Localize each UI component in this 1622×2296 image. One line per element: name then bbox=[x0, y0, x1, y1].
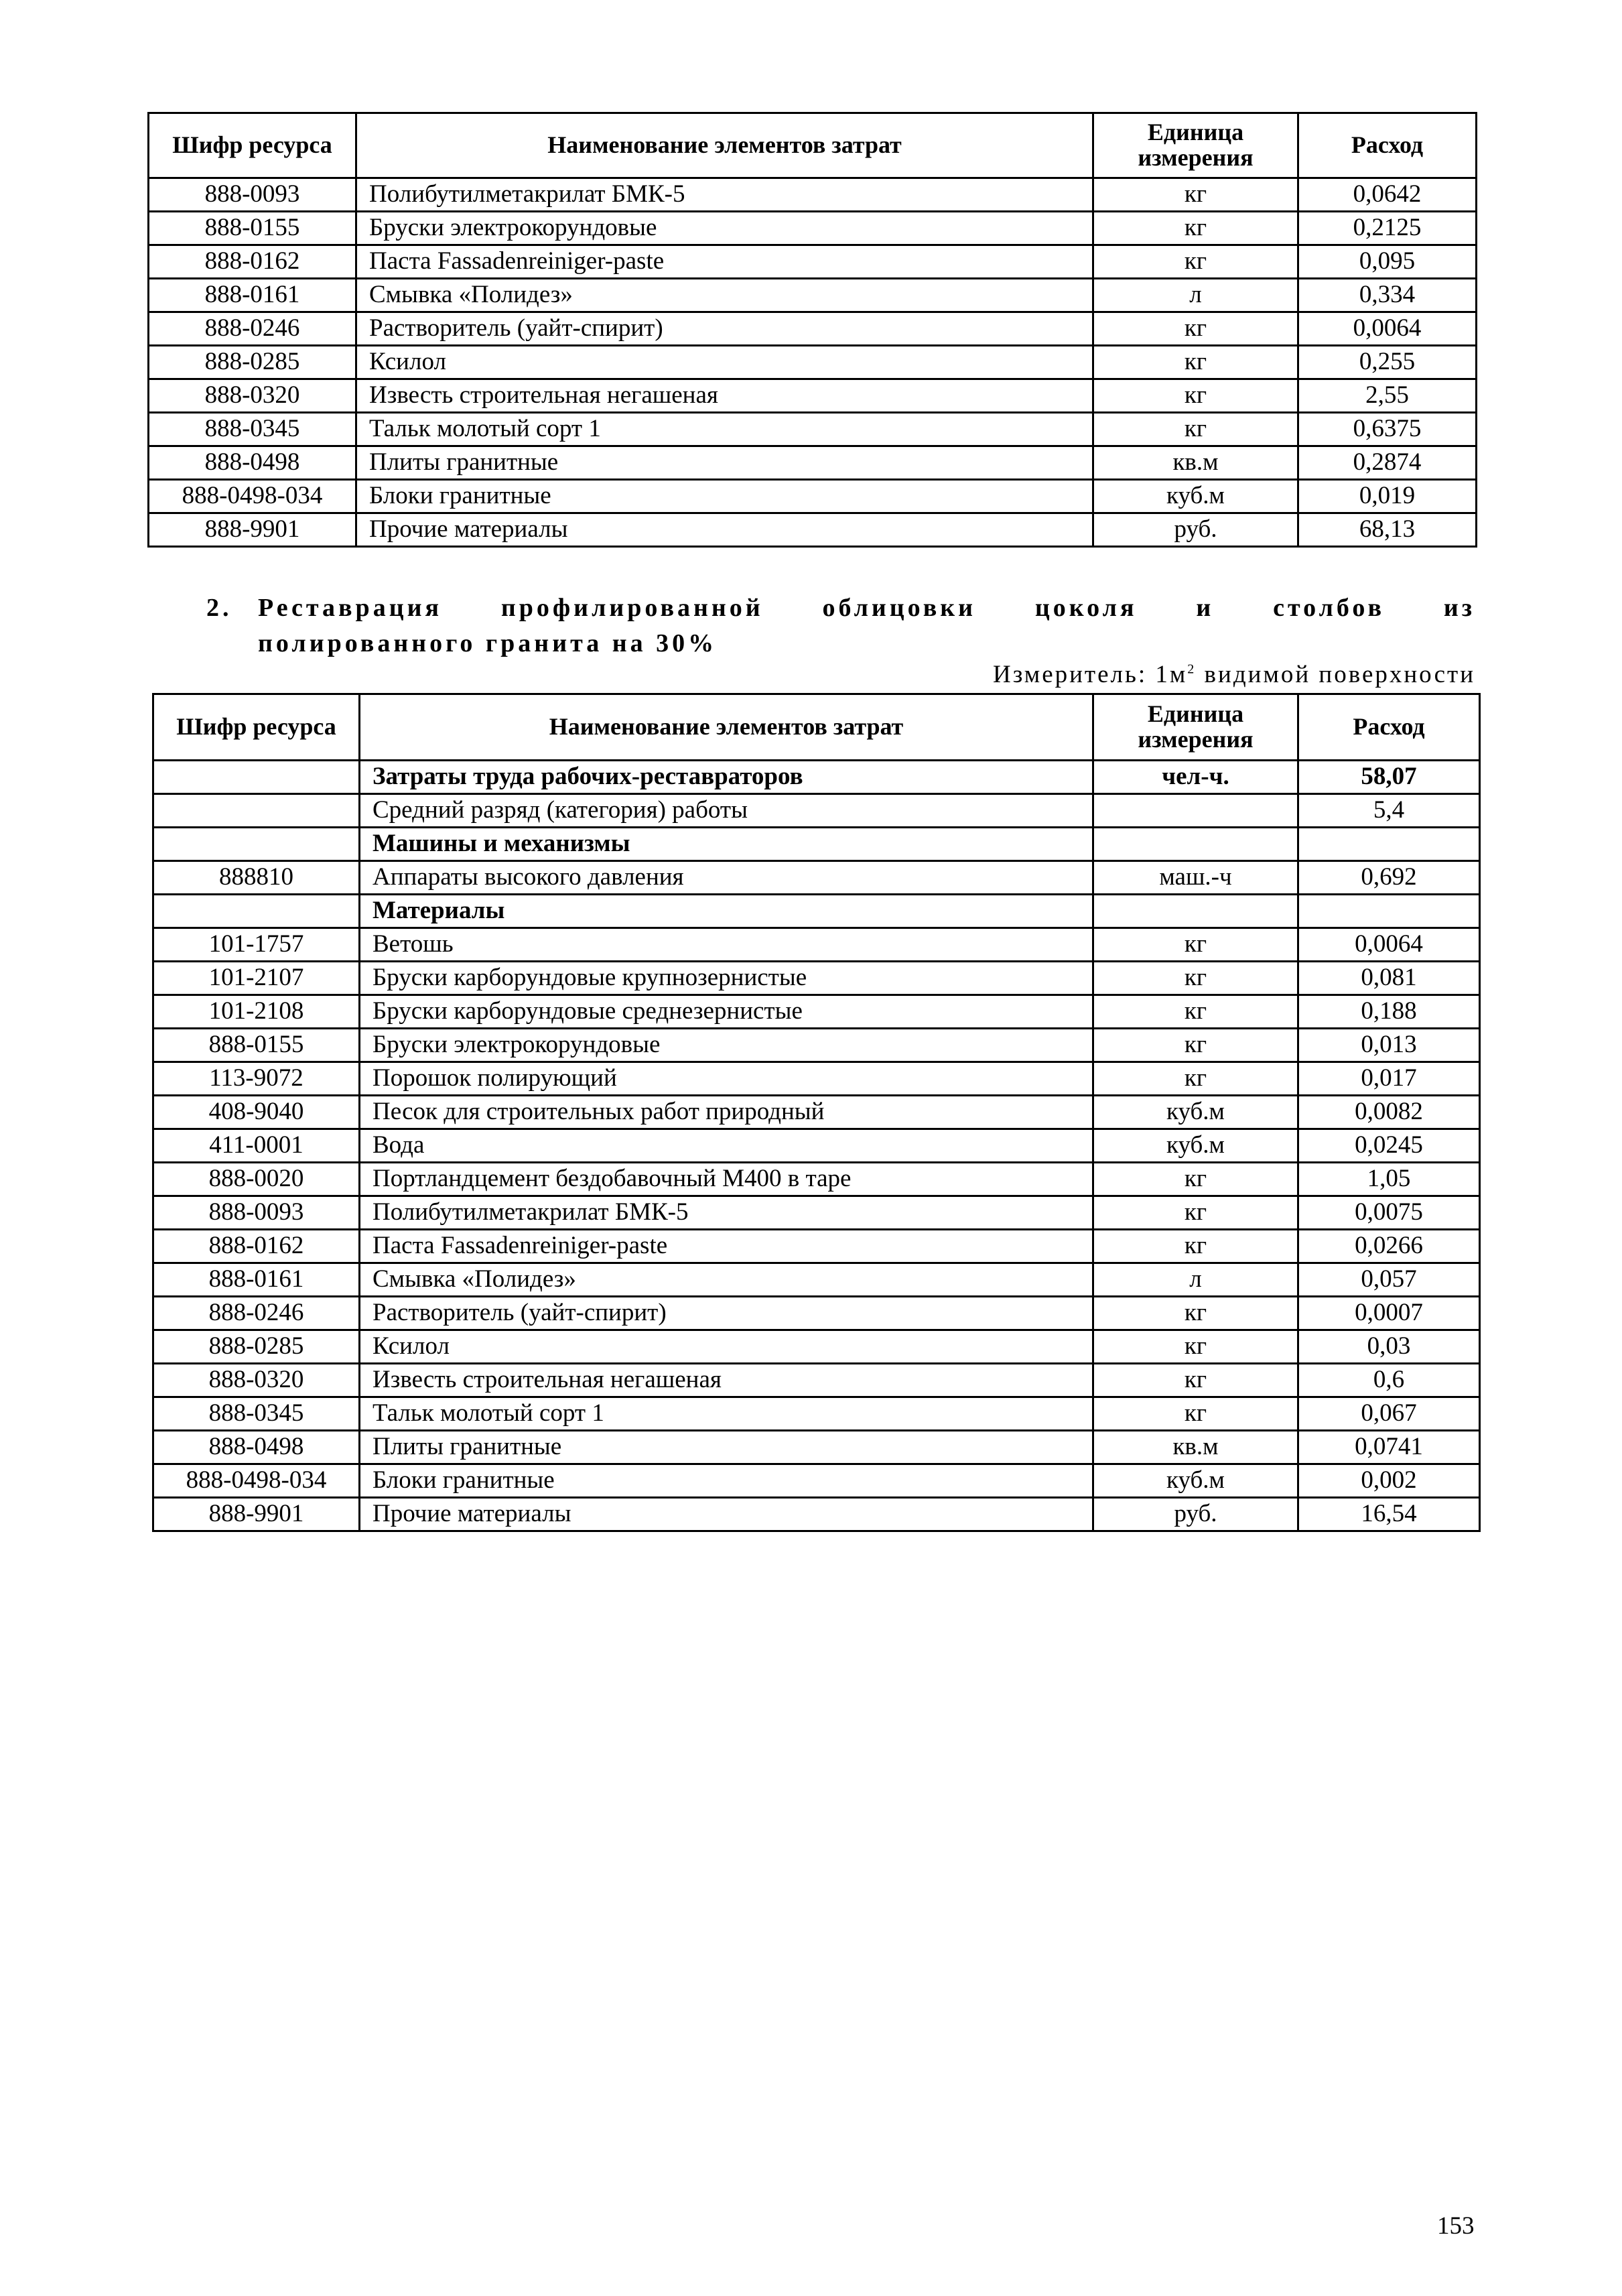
cell-name: Ксилол bbox=[360, 1330, 1093, 1364]
cell-amount: 0,6375 bbox=[1298, 413, 1477, 446]
cell-code: 888-0320 bbox=[153, 1364, 360, 1397]
header-name: Наименование элементов затрат bbox=[360, 694, 1093, 761]
cell-name: Ветошь bbox=[360, 928, 1093, 962]
cell-unit: куб.м bbox=[1093, 480, 1298, 513]
section-number: 2. bbox=[206, 594, 232, 622]
cell-code: 101-2108 bbox=[153, 995, 360, 1029]
header-code: Шифр ресурса bbox=[153, 694, 360, 761]
cell-unit: кг bbox=[1093, 212, 1298, 245]
table-row bbox=[149, 245, 1477, 279]
table-row bbox=[153, 1196, 1480, 1230]
cell-unit: куб.м bbox=[1093, 1464, 1298, 1498]
table-row bbox=[149, 413, 1477, 446]
cell-unit: кг bbox=[1093, 995, 1298, 1029]
table-row bbox=[149, 446, 1477, 480]
cell-unit: кг bbox=[1093, 1029, 1298, 1062]
section-title-line2: полированного гранита на 30% bbox=[258, 629, 718, 657]
cell-code: 888-0155 bbox=[153, 1029, 360, 1062]
cell-code: 888-0285 bbox=[153, 1330, 360, 1364]
cell-unit: л bbox=[1093, 1263, 1298, 1297]
cell-amount: 0,067 bbox=[1298, 1397, 1480, 1431]
table-row bbox=[153, 962, 1480, 995]
table-row bbox=[149, 178, 1477, 212]
table-row bbox=[153, 1397, 1480, 1431]
cell-name: Средний разряд (категория) работы bbox=[360, 794, 1093, 828]
table-row bbox=[149, 212, 1477, 245]
cell-unit: кг bbox=[1093, 1364, 1298, 1397]
cell-code: 101-1757 bbox=[153, 928, 360, 962]
cell-code: 888-0498-034 bbox=[149, 480, 356, 513]
table-row bbox=[153, 1330, 1480, 1364]
cell-name: Машины и механизмы bbox=[360, 828, 1093, 861]
cell-unit: кг bbox=[1093, 928, 1298, 962]
cell-amount: 0,6 bbox=[1298, 1364, 1480, 1397]
cell-code: 888-0161 bbox=[149, 279, 356, 312]
cell-unit: кг bbox=[1093, 1330, 1298, 1364]
table-row bbox=[149, 379, 1477, 413]
table-row bbox=[153, 794, 1480, 828]
cell-amount: 0,019 bbox=[1298, 480, 1477, 513]
table-row bbox=[153, 895, 1480, 928]
cell-code: 888-0162 bbox=[153, 1230, 360, 1263]
cell-unit: кг bbox=[1093, 1163, 1298, 1196]
cell-name: Тальк молотый сорт 1 bbox=[360, 1397, 1093, 1431]
cell-amount: 0,017 bbox=[1298, 1062, 1480, 1096]
cell-unit bbox=[1093, 828, 1298, 861]
table-row bbox=[153, 1464, 1480, 1498]
cell-code: 888-0155 bbox=[149, 212, 356, 245]
cell-code: 888-0285 bbox=[149, 346, 356, 379]
table-row bbox=[153, 1129, 1480, 1163]
measure-unit bbox=[993, 660, 1475, 689]
cell-name: Ксилол bbox=[356, 346, 1093, 379]
cell-amount: 0,255 bbox=[1298, 346, 1477, 379]
table-row bbox=[153, 1230, 1480, 1263]
cell-unit: чел-ч. bbox=[1093, 761, 1298, 794]
cell-name: Паста Fassadenreiniger-paste bbox=[360, 1230, 1093, 1263]
cell-unit: кг bbox=[1093, 1297, 1298, 1330]
cell-unit: маш.-ч bbox=[1093, 861, 1298, 895]
table-row bbox=[153, 928, 1480, 962]
cell-amount: 0,0266 bbox=[1298, 1230, 1480, 1263]
cell-code: 888-0093 bbox=[149, 178, 356, 212]
cell-unit: кг bbox=[1093, 312, 1298, 346]
cell-amount: 68,13 bbox=[1298, 513, 1477, 547]
cell-amount: 1,05 bbox=[1298, 1163, 1480, 1196]
cell-code: 888-0093 bbox=[153, 1196, 360, 1230]
cell-amount: 0,002 bbox=[1298, 1464, 1480, 1498]
cell-name: Плиты гранитные bbox=[360, 1431, 1093, 1464]
cell-name: Бруски карборундовые среднезернистые bbox=[360, 995, 1093, 1029]
cell-unit: кг bbox=[1093, 346, 1298, 379]
cell-amount bbox=[1298, 895, 1480, 928]
cell-unit: кг bbox=[1093, 379, 1298, 413]
cell-amount: 16,54 bbox=[1298, 1498, 1480, 1531]
cell-unit: кв.м bbox=[1093, 446, 1298, 480]
cell-unit bbox=[1093, 794, 1298, 828]
cell-amount bbox=[1298, 828, 1480, 861]
cell-code: 888-0320 bbox=[149, 379, 356, 413]
materials-table-1 bbox=[147, 112, 1477, 548]
cell-amount: 58,07 bbox=[1298, 761, 1480, 794]
cell-amount: 0,188 bbox=[1298, 995, 1480, 1029]
header-amount: Расход bbox=[1298, 694, 1480, 761]
cell-code: 411-0001 bbox=[153, 1129, 360, 1163]
cell-code: 101-2107 bbox=[153, 962, 360, 995]
cell-name: Тальк молотый сорт 1 bbox=[356, 413, 1093, 446]
cell-code: 888-0345 bbox=[149, 413, 356, 446]
cell-name: Прочие материалы bbox=[360, 1498, 1093, 1531]
header-code: Шифр ресурса bbox=[149, 113, 356, 178]
cell-name: Затраты труда рабочих-реставраторов bbox=[360, 761, 1093, 794]
cell-name: Полибутилметакрилат БМК-5 bbox=[360, 1196, 1093, 1230]
cell-amount: 0,03 bbox=[1298, 1330, 1480, 1364]
cell-amount: 0,2125 bbox=[1298, 212, 1477, 245]
cell-code: 888-0498-034 bbox=[153, 1464, 360, 1498]
cell-code: 888-0498 bbox=[149, 446, 356, 480]
cell-code: 888810 bbox=[153, 861, 360, 895]
header-unit: Единица измерения bbox=[1093, 694, 1298, 761]
materials-table-2 bbox=[152, 693, 1481, 1532]
table-row bbox=[153, 995, 1480, 1029]
cell-amount: 0,0245 bbox=[1298, 1129, 1480, 1163]
cell-unit bbox=[1093, 895, 1298, 928]
cell-unit: кг bbox=[1093, 1196, 1298, 1230]
cell-unit: кг bbox=[1093, 178, 1298, 212]
cell-amount: 0,0075 bbox=[1298, 1196, 1480, 1230]
header-unit: Единица измерения bbox=[1093, 113, 1298, 178]
cell-code bbox=[153, 794, 360, 828]
cell-name: Известь строительная негашеная bbox=[360, 1364, 1093, 1397]
cell-amount: 5,4 bbox=[1298, 794, 1480, 828]
cell-name: Полибутилметакрилат БМК-5 bbox=[356, 178, 1093, 212]
cell-unit: кг bbox=[1093, 413, 1298, 446]
cell-code: 888-0246 bbox=[149, 312, 356, 346]
cell-name: Бруски электрокорундовые bbox=[356, 212, 1093, 245]
cell-code bbox=[153, 828, 360, 861]
cell-code bbox=[153, 895, 360, 928]
cell-unit: кг bbox=[1093, 245, 1298, 279]
table-row bbox=[153, 828, 1480, 861]
cell-amount: 0,081 bbox=[1298, 962, 1480, 995]
table-row bbox=[153, 761, 1480, 794]
header-amount: Расход bbox=[1298, 113, 1477, 178]
cell-amount: 0,0741 bbox=[1298, 1431, 1480, 1464]
cell-name: Блоки гранитные bbox=[360, 1464, 1093, 1498]
cell-unit: кв.м bbox=[1093, 1431, 1298, 1464]
cell-code: 888-9901 bbox=[153, 1498, 360, 1531]
table-row bbox=[153, 1029, 1480, 1062]
cell-name: Плиты гранитные bbox=[356, 446, 1093, 480]
table-row bbox=[153, 1498, 1480, 1531]
cell-unit: руб. bbox=[1093, 1498, 1298, 1531]
table-row bbox=[149, 346, 1477, 379]
cell-code: 408-9040 bbox=[153, 1096, 360, 1129]
cell-name: Аппараты высокого давления bbox=[360, 861, 1093, 895]
measure-prefix: Измеритель: 1м bbox=[992, 661, 1188, 688]
cell-amount: 0,095 bbox=[1298, 245, 1477, 279]
cell-code: 888-0498 bbox=[153, 1431, 360, 1464]
table-row bbox=[153, 1297, 1480, 1330]
header-name: Наименование элементов затрат bbox=[356, 113, 1093, 178]
cell-amount: 0,057 bbox=[1298, 1263, 1480, 1297]
cell-code: 888-0345 bbox=[153, 1397, 360, 1431]
cell-amount: 0,0064 bbox=[1298, 928, 1480, 962]
cell-name: Известь строительная негашеная bbox=[356, 379, 1093, 413]
cell-name: Блоки гранитные bbox=[356, 480, 1093, 513]
table-row bbox=[153, 1062, 1480, 1096]
table-row bbox=[153, 1263, 1480, 1297]
measure-suffix: видимой поверхности bbox=[1196, 661, 1475, 688]
cell-amount: 0,334 bbox=[1298, 279, 1477, 312]
table-row bbox=[153, 1096, 1480, 1129]
cell-name: Материалы bbox=[360, 895, 1093, 928]
table-row bbox=[153, 861, 1480, 895]
table-row bbox=[153, 1163, 1480, 1196]
cell-name: Портландцемент бездобавочный М400 в таре bbox=[360, 1163, 1093, 1196]
cell-name: Порошок полирующий bbox=[360, 1062, 1093, 1096]
cell-name: Растворитель (уайт-спирит) bbox=[360, 1297, 1093, 1330]
cell-unit: куб.м bbox=[1093, 1096, 1298, 1129]
measure-sup: 2 bbox=[1187, 661, 1197, 677]
cell-code: 888-0161 bbox=[153, 1263, 360, 1297]
cell-name: Смывка «Полидез» bbox=[360, 1263, 1093, 1297]
cell-unit: кг bbox=[1093, 1062, 1298, 1096]
cell-name: Прочие материалы bbox=[356, 513, 1093, 547]
cell-code bbox=[153, 761, 360, 794]
table-row bbox=[153, 1431, 1480, 1464]
cell-name: Вода bbox=[360, 1129, 1093, 1163]
cell-unit: кг bbox=[1093, 1397, 1298, 1431]
table-row bbox=[149, 480, 1477, 513]
cell-name: Бруски электрокорундовые bbox=[360, 1029, 1093, 1062]
table-row bbox=[149, 279, 1477, 312]
cell-name: Растворитель (уайт-спирит) bbox=[356, 312, 1093, 346]
table-row bbox=[153, 1364, 1480, 1397]
cell-amount: 0,0007 bbox=[1298, 1297, 1480, 1330]
cell-amount: 0,0064 bbox=[1298, 312, 1477, 346]
cell-unit: кг bbox=[1093, 962, 1298, 995]
page-number: 153 bbox=[1437, 2212, 1475, 2240]
cell-unit: руб. bbox=[1093, 513, 1298, 547]
cell-code: 888-0246 bbox=[153, 1297, 360, 1330]
cell-amount: 0,692 bbox=[1298, 861, 1480, 895]
cell-name: Песок для строительных работ природный bbox=[360, 1096, 1093, 1129]
cell-amount: 2,55 bbox=[1298, 379, 1477, 413]
cell-unit: кг bbox=[1093, 1230, 1298, 1263]
cell-code: 888-9901 bbox=[149, 513, 356, 547]
cell-unit: л bbox=[1093, 279, 1298, 312]
cell-name: Паста Fassadenreiniger-paste bbox=[356, 245, 1093, 279]
table-row bbox=[149, 513, 1477, 547]
table-row bbox=[149, 312, 1477, 346]
cell-name: Смывка «Полидез» bbox=[356, 279, 1093, 312]
cell-code: 113-9072 bbox=[153, 1062, 360, 1096]
cell-amount: 0,013 bbox=[1298, 1029, 1480, 1062]
cell-unit: куб.м bbox=[1093, 1129, 1298, 1163]
section-title-line1: Реставрация профилированной облицовки цоколя и столбов из bbox=[258, 594, 1475, 622]
cell-code: 888-0020 bbox=[153, 1163, 360, 1196]
cell-code: 888-0162 bbox=[149, 245, 356, 279]
cell-amount: 0,0642 bbox=[1298, 178, 1477, 212]
cell-amount: 0,2874 bbox=[1298, 446, 1477, 480]
cell-name: Бруски карборундовые крупнозернистые bbox=[360, 962, 1093, 995]
cell-amount: 0,0082 bbox=[1298, 1096, 1480, 1129]
